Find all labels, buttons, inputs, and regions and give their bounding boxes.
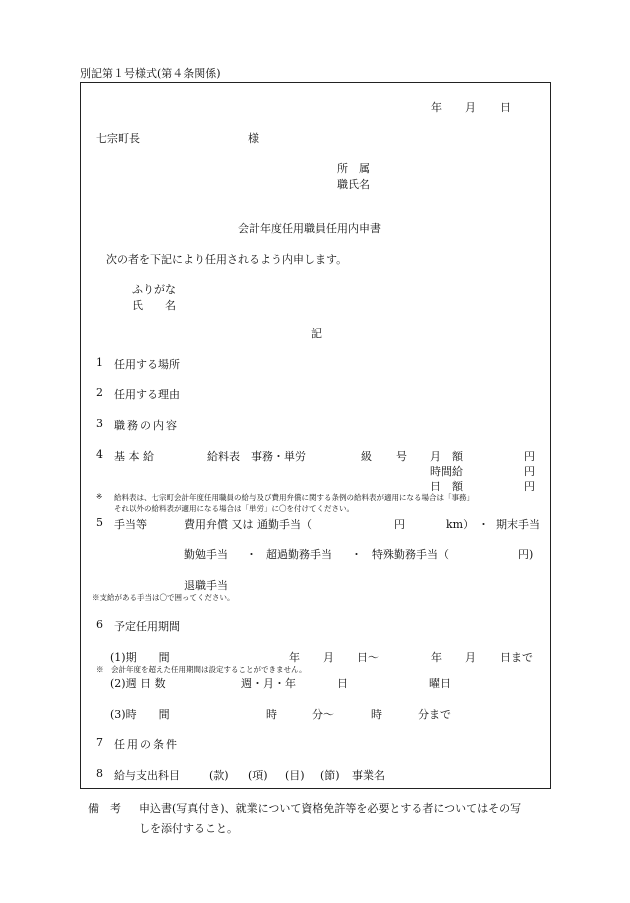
date-year: 年 bbox=[431, 101, 442, 114]
period-note: ※ 会計年度を超えた任用期間は設定することができません。 bbox=[96, 665, 307, 674]
remarks-line2: しを添付すること。 bbox=[139, 822, 238, 835]
commute-allowance: 費用弁償 又は 通勤手当（ bbox=[184, 518, 312, 531]
conditions-label: 任用の条件 bbox=[114, 738, 179, 751]
commute-km: km） bbox=[446, 518, 475, 531]
start-year: 年 bbox=[289, 651, 300, 664]
hours-label: (3)時 間 bbox=[110, 708, 170, 721]
document-title: 会計年度任用職員任用内申書 bbox=[238, 222, 381, 235]
end-minute: 分まで bbox=[418, 708, 451, 721]
affiliation-label: 所 属 bbox=[337, 162, 370, 175]
yen-unit: 円 bbox=[524, 450, 535, 463]
hourly-label: 時間給 bbox=[430, 465, 463, 478]
salary-label: 基 本 給 bbox=[114, 450, 154, 463]
budget-kan: (款) bbox=[209, 769, 229, 782]
weekday-unit: 曜日 bbox=[429, 677, 451, 690]
end-day: 日まで bbox=[500, 651, 533, 664]
allowance-note: ※支給がある手当は〇で囲ってください。 bbox=[92, 593, 235, 602]
duties-label: 職務の内容 bbox=[114, 419, 179, 432]
yen-unit: 円 bbox=[524, 480, 535, 493]
salary-note-line1: 給料表は、七宗町会計年度任用職員の給与及び費用弁償に関する条例の給料表が適用になる場合は「事務」 bbox=[114, 493, 474, 502]
budget-moku: (目) bbox=[285, 769, 305, 782]
item-number: 6 bbox=[96, 618, 103, 631]
date-month: 月 bbox=[465, 101, 476, 114]
place-label: 任用する場所 bbox=[114, 358, 180, 371]
project-name-label: 事業名 bbox=[352, 769, 385, 782]
monthly-label: 月 額 bbox=[430, 450, 463, 463]
special-duty-allowance: 特殊勤務手当（ bbox=[372, 548, 449, 561]
separator-dot: ・ bbox=[351, 548, 362, 561]
special-yen: 円) bbox=[518, 548, 534, 561]
salary-grade: 級 bbox=[361, 450, 372, 463]
diligence-allowance: 勤勉手当 bbox=[184, 548, 228, 561]
date-day: 日 bbox=[500, 101, 511, 114]
yen-unit: 円 bbox=[524, 465, 535, 478]
separator-dot: ・ bbox=[478, 518, 489, 531]
intro-text: 次の者を下記により任用されるよう内申します。 bbox=[106, 253, 348, 266]
form-label: 別記第１号様式(第４条関係) bbox=[80, 67, 221, 80]
commute-yen: 円 bbox=[394, 518, 405, 531]
salary-step: 号 bbox=[396, 450, 407, 463]
end-year: 年 bbox=[431, 651, 442, 664]
item-number: 1 bbox=[96, 356, 103, 369]
weekdays-label: (2)週 日 数 bbox=[110, 677, 166, 690]
name-label: 職氏名 bbox=[337, 178, 370, 191]
salary-note-mark: ※ bbox=[96, 492, 103, 501]
start-day: 日〜 bbox=[357, 651, 379, 664]
start-month: 月 bbox=[323, 651, 334, 664]
budget-kou: (項) bbox=[248, 769, 268, 782]
item-number: 5 bbox=[96, 516, 103, 529]
daily-label: 日 額 bbox=[430, 480, 463, 493]
remarks-label: 備 考 bbox=[88, 802, 121, 815]
allowance-label: 手当等 bbox=[114, 518, 147, 531]
reason-label: 任用する理由 bbox=[114, 388, 180, 401]
budget-setsu: (節) bbox=[320, 769, 340, 782]
start-hour: 時 bbox=[266, 708, 277, 721]
furigana-label: ふりがな bbox=[132, 283, 176, 296]
end-month: 月 bbox=[465, 651, 476, 664]
period-dates-label: (1)期 間 bbox=[110, 651, 170, 664]
salary-note-line2: それ以外の給料表が適用になる場合は「単労」に〇を付けてください。 bbox=[114, 504, 354, 513]
ki-heading: 記 bbox=[311, 327, 322, 340]
retirement-allowance: 退職手当 bbox=[184, 579, 228, 592]
end-hour: 時 bbox=[371, 708, 382, 721]
days-unit: 日 bbox=[337, 677, 348, 690]
addressee-name: 七宗町長 bbox=[96, 132, 140, 145]
item-number: 4 bbox=[96, 448, 103, 461]
item-number: 3 bbox=[96, 417, 103, 430]
item-number: 8 bbox=[96, 767, 103, 780]
item-number: 7 bbox=[96, 736, 103, 749]
separator-dot: ・ bbox=[246, 548, 257, 561]
start-minute: 分〜 bbox=[312, 708, 334, 721]
budget-label: 給与支出科目 bbox=[114, 769, 180, 782]
period-label: 予定任用期間 bbox=[114, 620, 180, 633]
person-name-label: 氏 名 bbox=[132, 299, 176, 312]
overtime-allowance: 超過勤務手当 bbox=[266, 548, 332, 561]
week-month-year: 週・月・年 bbox=[241, 677, 296, 690]
remarks-line1: 申込書(写真付き)、就業について資格免許等を必要とする者についてはその写 bbox=[139, 802, 522, 815]
addressee-honorific: 様 bbox=[248, 132, 259, 145]
term-end-allowance: 期末手当 bbox=[496, 518, 540, 531]
item-number: 2 bbox=[96, 386, 103, 399]
salary-table: 給料表 事務・単労 bbox=[207, 450, 306, 463]
